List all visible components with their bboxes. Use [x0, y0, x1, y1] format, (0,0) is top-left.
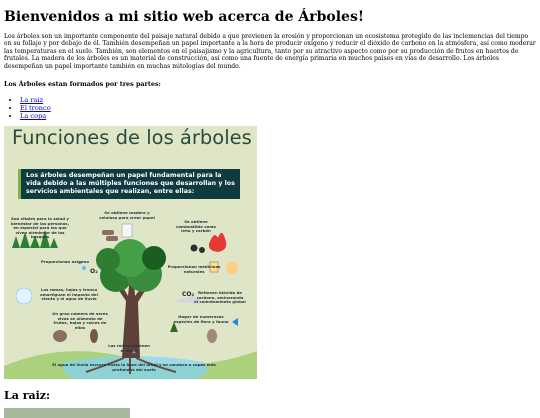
list-item: [20, 104, 536, 112]
note-carbon: Retienen bióxido de carbono, aminorando el calentamiento global: [194, 290, 246, 305]
oxygen-label: O₂: [90, 268, 98, 276]
note-oxygen: Proporcionan oxígeno: [40, 259, 90, 265]
infographic-banner: Los árboles desempeñan un papel fundamental para la vida debido a las múltiples funciones que desarrollan y los servicios ambientales que realizan, entre ellas:: [18, 169, 240, 199]
list-item: [20, 96, 536, 104]
note-food: Un gran número de seres vivos se alimenta de frutos, hojas y raíces de ellos: [52, 311, 108, 330]
intro-paragraph: Los árboles son un importante componente del paisaje natural debido a que previenen la erosión y proporcionan un ecosistema protegido de las inclemencias del tiempo en su follaje y por debajo de él. También desempeñan un papel importante a la hora de producir oxígeno y reducir el dióxido de carbono en la atmósfera, así como moderar las temperaturas en el suelo. También, son elementos en el paisajismo y la agricultura, tanto por su atractivo aspecto como por su producción de frutos en huertos de frutales. La madera de los árboles es un material de construcción, así como una fuente de energía primaria en muchos países en vías de desarrollo. Los árboles desempeñan un papel importante también en muchas mitologías del mundo.: [4, 33, 536, 70]
infographic-illustration: [4, 126, 257, 379]
co2-label: CO₂: [182, 291, 195, 299]
note-health: Son vitales para la salud y bienestar de las personas, en especial para las que viven alrededor de los bosques: [10, 216, 70, 240]
list-item: [20, 112, 536, 120]
infographic-title: Funciones de los árboles: [12, 126, 252, 150]
link-la-copa[interactable]: La copa: [20, 112, 47, 121]
parts-label: Los Árboles estan formados por tres partes:: [4, 80, 161, 89]
note-wood: Se obtiene madera y celulosa para crear papel: [99, 210, 155, 220]
section-heading-raiz: La raiz:: [4, 389, 51, 403]
page-title: Bienvenidos a mi sitio web acerca de Árboles!: [4, 9, 364, 25]
note-habitat: Hogar de numerosas especies de flora y fauna: [173, 314, 229, 324]
note-wind-rain: Las ramas, hojas y tronco amortiguan el impacto del viento y el agua de lluvia: [40, 287, 98, 302]
link-la-raiz[interactable]: La raiz: [20, 96, 44, 105]
link-el-tronco[interactable]: El tronco: [20, 104, 51, 113]
note-water: El agua de lluvia escurre hasta la base del árbol y se conduce a capas más profundas del suelo: [52, 362, 216, 372]
raiz-image: [4, 408, 130, 418]
page: [0, 9, 540, 418]
note-medicine: Proporcionan medicinas naturales: [167, 264, 221, 274]
tree-functions-infographic: [4, 126, 257, 379]
parts-list: [4, 96, 536, 120]
note-roots: Las raíces retienen el suelo: [108, 343, 150, 353]
note-fuel: Se obtiene combustible como leña y carbón: [176, 219, 216, 234]
